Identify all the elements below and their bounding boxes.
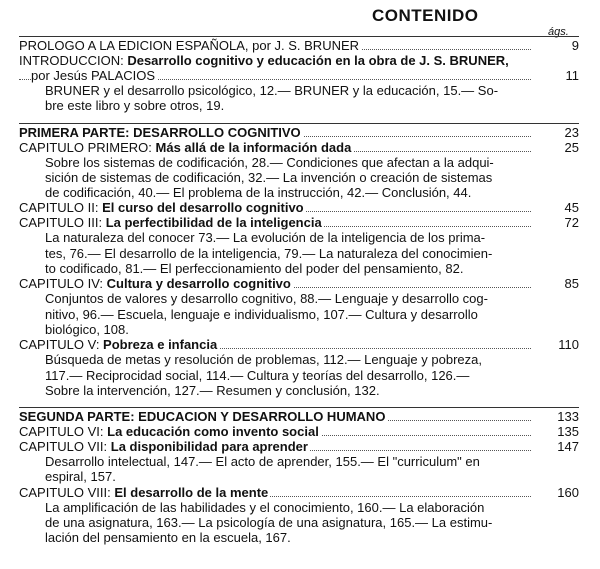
toc-entry-cap5 [19,337,579,398]
toc-entry-prologo [19,38,579,53]
divider [19,407,579,408]
divider [19,123,579,124]
entry-title: Pobreza e infancia [99,337,218,353]
toc-entry-cap1 [19,140,579,201]
entry-desc-line: to codificado, 81.— El perfeccionamiento del poder del pensamiento, 82. [45,261,464,277]
entry-title: El desarrollo de la mente [110,484,269,500]
entry-desc-line: Sobre la intervención, 127.— Resumen y conclusión, 132. [45,382,380,398]
entry-title: Desarrollo cognitivo y educación en la obra de J. S. BRUNER, [123,53,509,68]
entry-desc-line: biológico, 108. [45,321,129,337]
entry-page: 110 [558,337,579,353]
entry-desc-line: Sobre los sistemas de codificación, 28.— Condiciones que afectan a la adqui- [45,154,494,170]
entry-title: La perfectibilidad de la inteligencia [102,215,322,231]
entry-label: CAPITULO II: [19,200,99,216]
entry-label: CAPITULO VIII: [19,484,111,500]
entry-desc-line: Búsqueda de metas y resolución de problemas, 112.— Lenguaje y pobreza, [45,352,482,368]
entry-title: Más allá de la información dada [151,139,352,155]
entry-desc-line: Desarrollo intelectual, 147.— El acto de aprender, 155.— El "curriculum" en [45,454,480,470]
toc-entry-segunda-parte [19,409,579,424]
entry-title: Cultura y desarrollo cognitivo [103,276,291,292]
entry-page: 9 [571,38,579,53]
entry-desc-line: lación del pensamiento en la escuela, 167. [45,530,291,546]
entry-page: 25 [564,139,579,155]
entry-label: CAPITULO V: [19,337,100,353]
entry-page: 147 [557,439,579,455]
entry-desc-line: bre este libro y sobre otros, 19. [45,98,225,114]
entry-page: 135 [557,424,579,440]
entry-label: CAPITULO VII: [19,439,108,455]
entry-title: La educación como invento social [103,424,319,440]
entry-page: 133 [557,409,579,425]
entry-label: CAPITULO III: [19,215,103,231]
toc-entry-cap2 [19,200,579,215]
entry-page: 23 [564,124,579,140]
entry-desc-line: sición de sistemas de codificación, 32.— La invención o creación de sistemas [45,169,493,185]
entry-label: INTRODUCCION: [19,53,124,68]
toc-entry-cap6 [19,424,579,439]
toc-entry-introduccion [19,53,579,114]
entry-desc-line: 117.— Reciprocidad social, 114.— Cultura y teorías del desarrollo, 126.— [45,367,470,383]
entry-label: CAPITULO PRIMERO: [19,139,152,155]
entry-desc-line: de codificación, 40.— El problema de la instrucción, 42.— Conclusión, 44. [45,185,472,201]
entry-subtitle: por Jesús PALACIOS [31,68,156,83]
part-title: SEGUNDA PARTE: EDUCACION Y DESARROLLO HUMANO [19,409,386,425]
entry-desc-line: Conjuntos de valores y desarrollo cognitivo, 88.— Lenguaje y desarrollo cog- [45,291,488,307]
entry-desc-line: espiral, 157. [45,469,116,485]
entry-desc-line: La amplificación de las habilidades y el conocimiento, 160.— La elaboración [45,499,485,515]
table-of-contents [19,36,579,546]
entry-desc-line: nitivo, 96.— Escuela, lenguaje e individualismo, 107.— Cultura y desarrollo [45,306,478,322]
toc-entry-cap8 [19,485,579,546]
divider [19,36,579,37]
entry-page: 45 [564,200,579,216]
entry-label: CAPITULO IV: [19,276,104,292]
entry-label: CAPITULO VI: [19,424,104,440]
entry-page: 11 [565,68,579,83]
entry-title: PROLOGO A LA EDICION ESPAÑOLA, por J. S. BRUNER [19,38,360,53]
part-title: PRIMERA PARTE: DESARROLLO COGNITIVO [19,124,301,140]
toc-entry-cap4 [19,276,579,337]
entry-page: 72 [564,215,579,231]
toc-entry-cap7 [19,439,579,485]
entry-desc-line: tes, 76.— El desarrollo de la inteligencia, 79.— La naturaleza del conocimien- [45,245,493,261]
entry-title: La disponibilidad para aprender [107,439,308,455]
toc-entry-cap3 [19,215,579,276]
entry-title: El curso del desarrollo cognitivo [98,200,304,216]
entry-desc-line: de una asignatura, 163.— La psicología de una asignatura, 165.— La estimu- [45,515,493,531]
entry-desc-line: La naturaleza del conocer 73.— La evolución de la inteligencia de los prima- [45,230,486,246]
toc-entry-primera-parte [19,125,579,140]
entry-page: 160 [557,484,579,500]
pages-column-label: ágs. [548,26,569,38]
entry-page: 85 [564,276,579,292]
page-title: CONTENIDO [372,6,479,25]
entry-desc-line: BRUNER y el desarrollo psicológico, 12.— BRUNER y la educación, 15.— So- [45,83,499,98]
